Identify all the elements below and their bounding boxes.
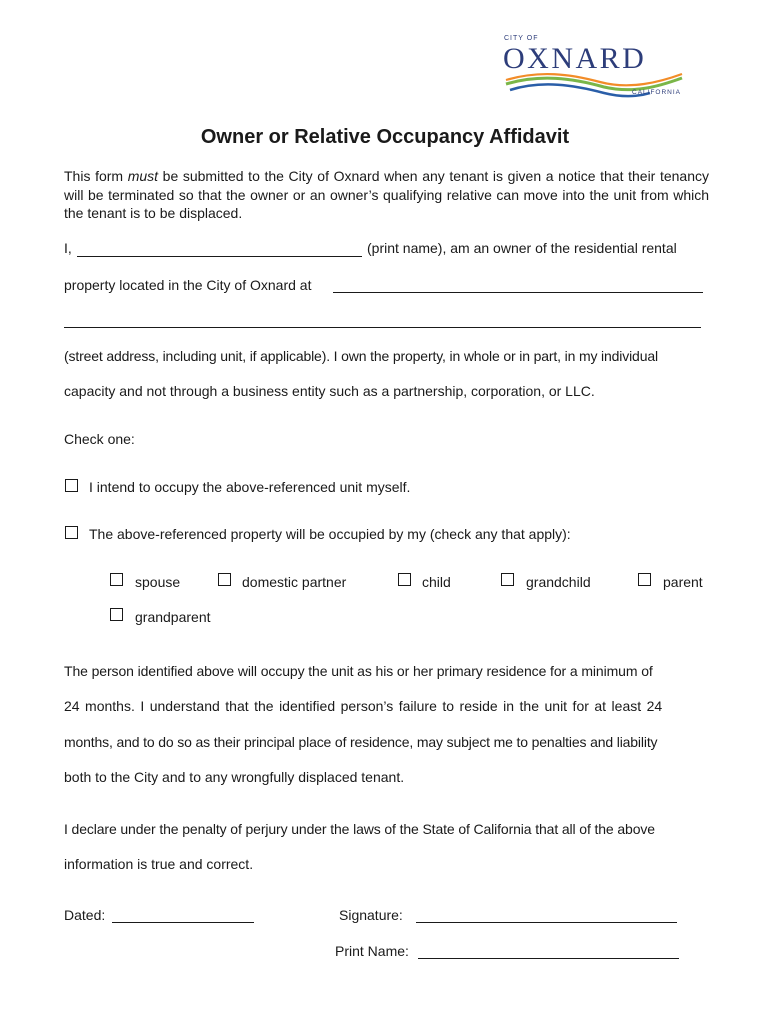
intro-paragraph [64,167,709,223]
owner-suffix: (print name), am an owner of the residential rental [367,240,677,256]
intro-after: be submitted to the City of Oxnard when any tenant is given a notice that their tenancy will be terminated so that the owner or an owner’s qualifying relative can move into the unit from which the tenant is to be displaced. [64,168,709,221]
occupancy-line-4: both to the City and to any wrongfully displaced tenant. [64,769,405,785]
logo-state: CALIFORNIA [632,89,682,96]
print-name-label: Print Name: [335,943,409,959]
domestic-partner-label: domestic partner [242,574,347,590]
occupancy-line-3: months, and to do so as their principal place of residence, may subject me to penalties and liability [64,734,658,750]
parent-label: parent [663,574,703,590]
grandparent-checkbox[interactable] [110,608,123,621]
self-occupy-label: I intend to occupy the above-referenced unit myself. [89,479,411,495]
parent-checkbox[interactable] [638,573,651,586]
child-label: child [422,574,451,590]
property-address-field-2[interactable] [64,311,701,328]
grandchild-checkbox[interactable] [501,573,514,586]
declare-line-1: I declare under the penalty of perjury under the laws of the State of California that all of the above [64,821,655,837]
property-prefix: property located in the City of Oxnard at [64,277,312,293]
capacity-text: capacity and not through a business entity such as a partnership, corporation, or LLC. [64,383,595,399]
child-checkbox[interactable] [398,573,411,586]
print-name-field[interactable] [77,240,362,257]
relative-occupy-checkbox[interactable] [65,526,78,539]
intro-emphasis: must [127,168,159,184]
occupancy-line-2: 24 months. I understand that the identified person’s failure to reside in the unit for at least 24 [64,698,663,714]
occupancy-line-1: The person identified above will occupy the unit as his or her primary residence for a minimum of [64,663,653,679]
grandchild-label: grandchild [526,574,591,590]
property-address-field[interactable] [333,276,703,293]
street-note: (street address, including unit, if applicable). I own the property, in whole or in part, in my individual [64,348,658,364]
check-one-label: Check one: [64,431,135,447]
spouse-label: spouse [135,574,181,590]
declare-line-2: information is true and correct. [64,856,254,872]
dated-label: Dated: [64,907,106,923]
signature-field[interactable] [416,906,677,923]
domestic-partner-checkbox[interactable] [218,573,231,586]
owner-prefix: I, [64,240,72,256]
logo-city-of: CITY OF [504,35,539,42]
signature-print-name-field[interactable] [418,942,679,959]
spouse-checkbox[interactable] [110,573,123,586]
owner-line [64,239,72,257]
relative-occupy-label: The above-referenced property will be occupied by my (check any that apply): [89,526,571,542]
city-logo [500,30,690,102]
logo-name: OXNARD [503,42,647,75]
signature-label: Signature: [339,907,403,923]
oxnard-logo-graphic [500,30,690,102]
dated-field[interactable] [112,906,254,923]
intro-before: This form [64,168,128,184]
page-title: Owner or Relative Occupancy Affidavit [200,126,570,148]
self-occupy-checkbox[interactable] [65,479,78,492]
grandparent-label: grandparent [135,609,211,625]
